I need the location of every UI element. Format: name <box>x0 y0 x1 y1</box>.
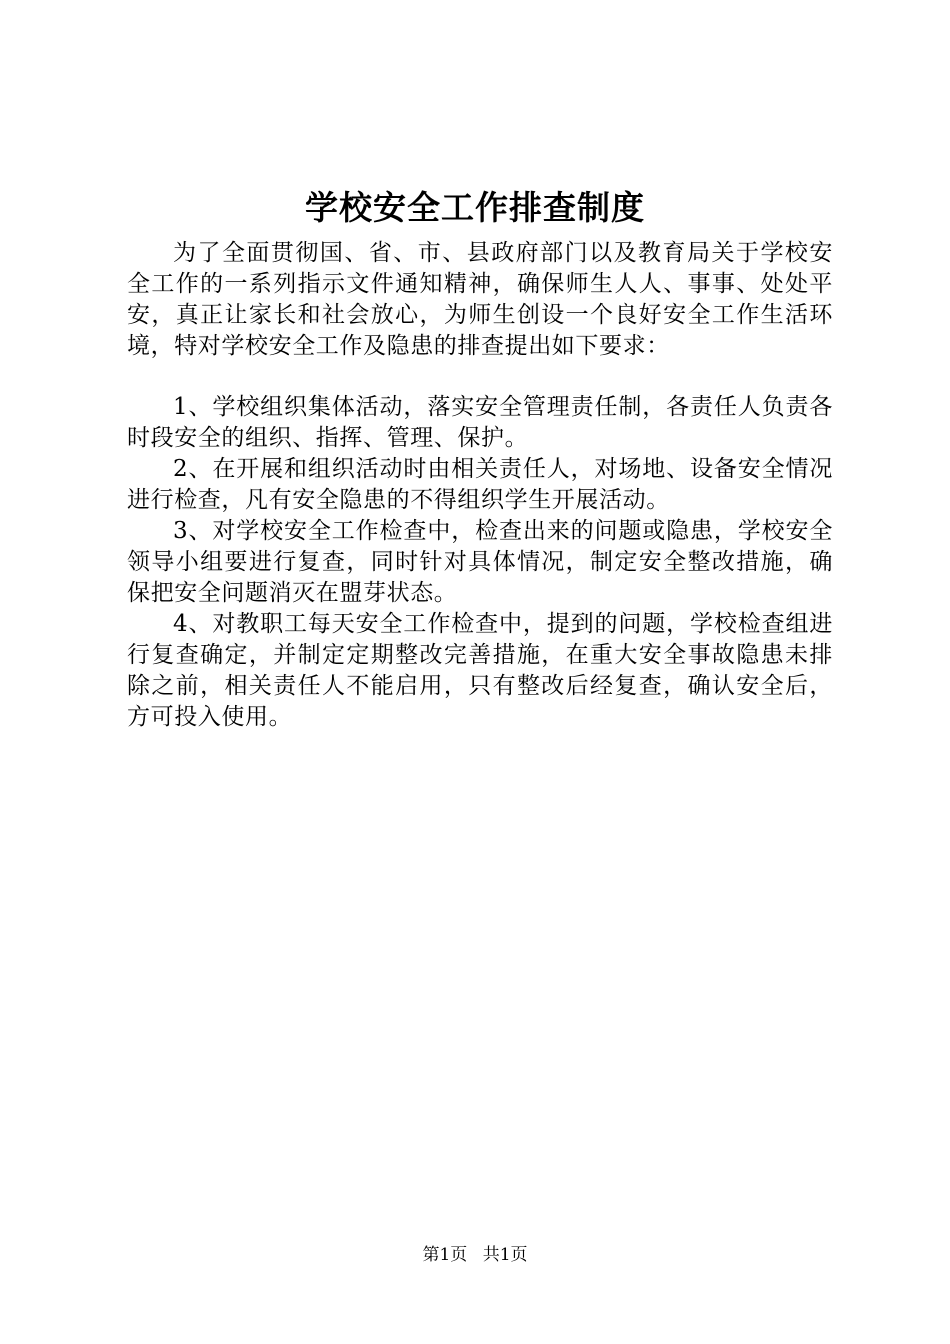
requirement-item-2: 2、在开展和组织活动时由相关责任人，对场地、设备安全情况进行检查，凡有安全隐患的不得组织学生开展活动。 <box>127 456 833 513</box>
page-number: 第1页 <box>422 1245 468 1265</box>
requirement-item-1: 1、学校组织集体活动，落实安全管理责任制，各责任人负责各时段安全的组织、指挥、管理、保护。 <box>127 394 833 451</box>
intro-paragraph: 为了全面贯彻国、省、市、县政府部门以及教育局关于学校安全工作的一系列指示文件通知精神，确保师生人人、事事、处处平安，真正让家长和社会放心，为师生创设一个良好安全工作生活环境，特对学校安全工作及隐患的排查提出如下要求： <box>127 240 833 359</box>
document-title: 学校安全工作排查制度 <box>305 188 645 227</box>
requirement-item-4: 4、对教职工每天安全工作检查中，提到的问题，学校检查组进行复查确定，并制定定期整改完善措施，在重大安全事故隐患未排除之前，相关责任人不能启用，只有整改后经复查，确认安全后，方可投入使用。 <box>127 611 833 730</box>
requirement-item-3: 3、对学校安全工作检查中，检查出来的问题或隐患，学校安全领导小组要进行复查，同时针对具体情况，制定安全整改措施，确保把安全问题消灭在盟芽状态。 <box>127 518 833 606</box>
page-total: 共1页 <box>482 1245 528 1265</box>
page-footer <box>0 1243 950 1267</box>
requirements-list <box>127 392 833 733</box>
intro-section <box>127 238 833 362</box>
